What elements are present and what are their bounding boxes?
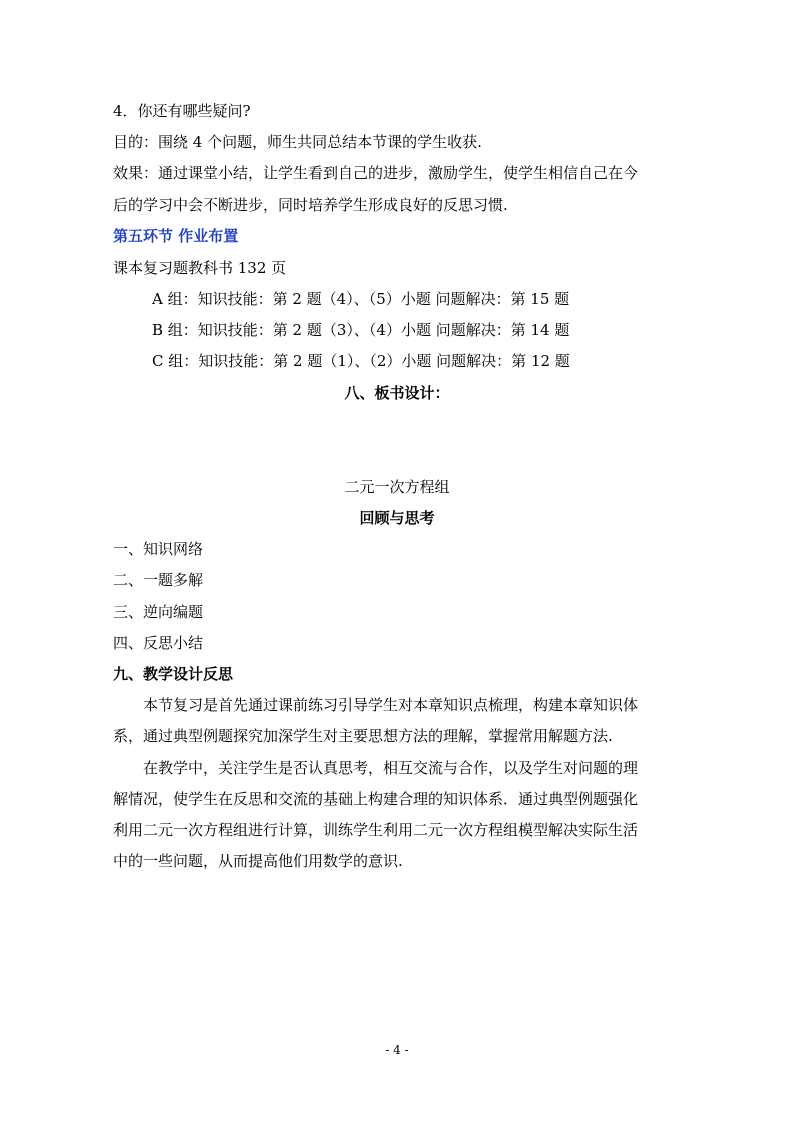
reflection-p1-line-2: 系，通过典型例题探究加深学生对主要思想方法的理解，掌握常用解题方法. — [113, 727, 613, 745]
board-design-item-1: 一、知识网络 — [113, 540, 204, 558]
homework-intro: 课本复习题教科书 132 页 — [113, 259, 287, 277]
board-design-subtitle: 回顾与思考 — [359, 509, 435, 527]
board-design-title: 二元一次方程组 — [344, 478, 450, 496]
homework-group-a: A 组：知识技能：第 2 题（4）、（5）小题 问题解决：第 15 题 — [152, 290, 570, 308]
reflection-p2-line-2: 解情况，使学生在反思和交流的基础上构建合理的知识体系．通过典型例题强化 — [113, 790, 639, 808]
summary-question-4: 4．你还有哪些疑问? — [113, 102, 251, 120]
summary-effect-line-1: 效果：通过课堂小结，让学生看到自己的进步，激励学生，使学生相信自己在今 — [113, 164, 639, 182]
homework-heading: 第五环节 作业布置 — [113, 227, 239, 245]
homework-group-b: B 组：知识技能：第 2 题（3）、（4）小题 问题解决：第 14 题 — [152, 321, 570, 339]
board-design-item-2: 二、一题多解 — [113, 571, 204, 589]
reflection-heading: 九、教学设计反思 — [113, 665, 234, 683]
reflection-p2-line-4: 中的一些问题，从而提高他们用数学的意识. — [113, 852, 403, 870]
homework-group-c: C 组：知识技能：第 2 题（1）、（2）小题 问题解决：第 12 题 — [152, 352, 570, 370]
board-design-item-4: 四、反思小结 — [113, 634, 204, 652]
reflection-p2-line-1: 在教学中，关注学生是否认真思考，相互交流与合作，以及学生对问题的理 — [143, 759, 639, 777]
page-number: - 4 - — [385, 1043, 409, 1057]
reflection-p2-line-3: 利用二元一次方程组进行计算，训练学生利用二元一次方程组模型解决实际生活 — [113, 821, 639, 839]
board-design-heading: 八、板书设计： — [344, 384, 450, 402]
board-design-item-3: 三、逆向编题 — [113, 603, 204, 621]
reflection-p1-line-1: 本节复习是首先通过课前练习引导学生对本章知识点梳理，构建本章知识体 — [143, 696, 639, 714]
summary-purpose: 目的：围绕 4 个问题，师生共同总结本节课的学生收获. — [113, 133, 482, 151]
summary-effect-line-2: 后的学习中会不断进步，同时培养学生形成良好的反思习惯. — [113, 196, 508, 214]
